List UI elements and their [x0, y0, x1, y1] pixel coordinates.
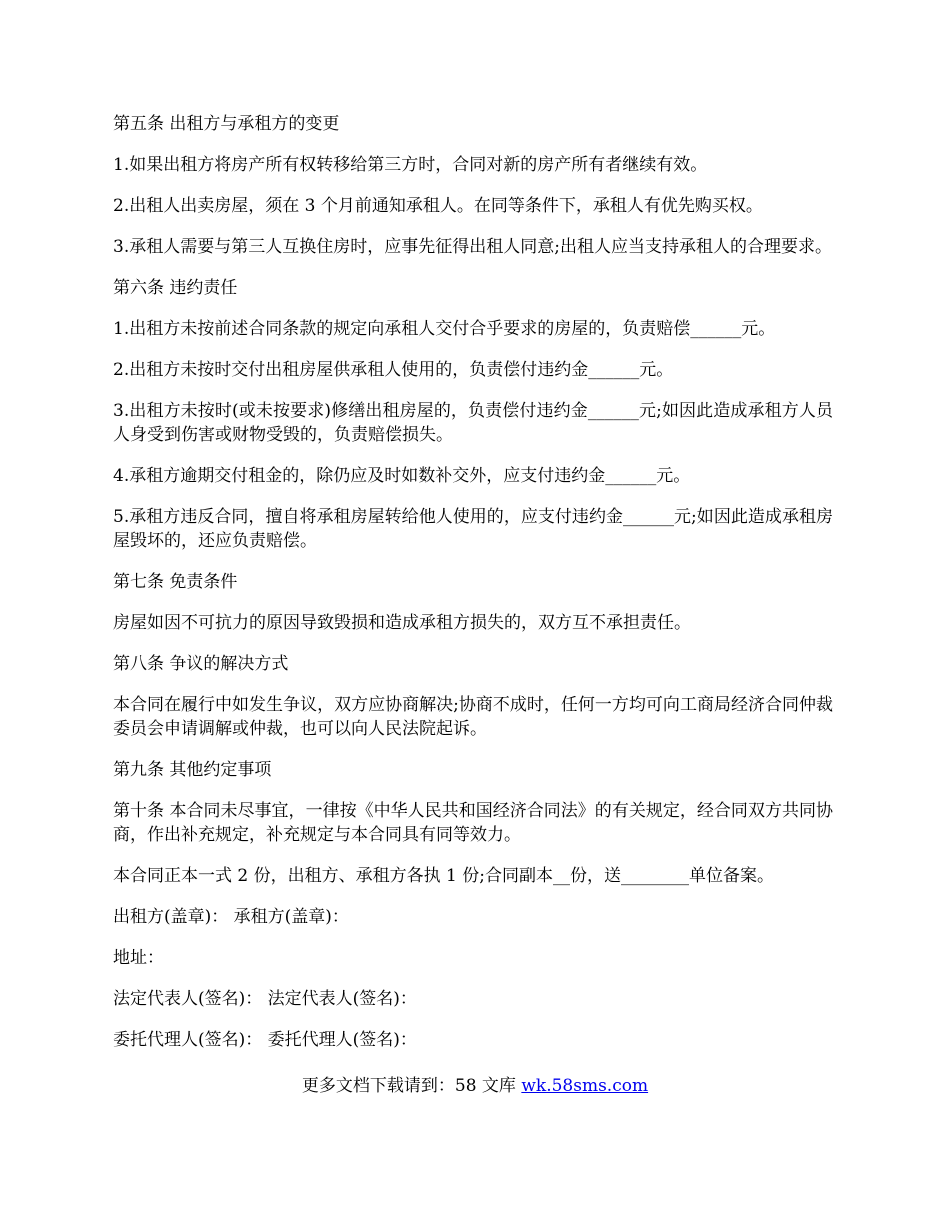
copies-clause: 本合同正本一式 2 份，出租方、承租方各执 1 份;合同副本__份，送________单位备案。: [113, 866, 774, 886]
footer-link[interactable]: wk.58sms.com: [521, 1076, 649, 1096]
section-heading-5: 第五条 出租方与承租方的变更: [113, 114, 340, 134]
clause-6-4: 4.承租方逾期交付租金的，除仍应及时如数补交外，应支付违约金______元。: [113, 466, 691, 486]
signature-seal-line: 出租方(盖章)： 承租方(盖章)：: [113, 907, 349, 927]
clause-5-2: 2.出租人出卖房屋，须在 3 个月前通知承租人。在同等条件下，承租人有优先购买权。: [113, 196, 763, 216]
section-heading-7: 第七条 免责条件: [113, 572, 238, 592]
section-heading-8: 第八条 争议的解决方式: [113, 654, 289, 674]
section-heading-9: 第九条 其他约定事项: [113, 760, 272, 780]
clause-6-1: 1.出租方未按前述合同条款的规定向承租人交付合乎要求的房屋的，负责赔偿______元。: [113, 319, 776, 339]
section-10-text: 第十条 本合同未尽事宜，一律按《中华人民共和国经济合同法》的有关规定，经合同双方共同协商，作出补充规定，补充规定与本合同具有同等效力。: [113, 801, 833, 845]
section-heading-6: 第六条 违约责任: [113, 278, 238, 298]
clause-8-text: 本合同在履行中如发生争议，双方应协商解决;协商不成时，任何一方均可向工商局经济合同仲裁委员会申请调解或仲裁，也可以向人民法院起诉。: [113, 695, 833, 739]
clause-5-1: 1.如果出租方将房产所有权转移给第三方时，合同对新的房产所有者继续有效。: [113, 155, 708, 175]
clause-5-3: 3.承租人需要与第三人互换住房时，应事先征得出租人同意;出租人应当支持承租人的合理要求。: [113, 237, 832, 257]
clause-6-5: 5.承租方违反合同，擅自将承租房屋转给他人使用的，应支付违约金______元;如因此造成承租房屋毁坏的，还应负责赔偿。: [113, 507, 833, 551]
document-body: [113, 112, 833, 1069]
clause-6-2: 2.出租方未按时交付出租房屋供承租人使用的，负责偿付违约金______元。: [113, 360, 674, 380]
authorized-agent-line: 委托代理人(签名)： 委托代理人(签名)：: [113, 1030, 417, 1050]
clause-7-text: 房屋如因不可抗力的原因导致毁损和造成承租方损失的，双方互不承担责任。: [113, 613, 691, 633]
footer: [0, 1074, 950, 1098]
address-line: 地址：: [113, 948, 164, 968]
clause-6-3: 3.出租方未按时(或未按要求)修缮出租房屋的，负责偿付违约金______元;如因此造成承租方人员人身受到伤害或财物受毁的，负责赔偿损失。: [113, 401, 833, 445]
footer-prefix: 更多文档下载请到：58 文库: [301, 1076, 522, 1096]
legal-representative-line: 法定代表人(签名)： 法定代表人(签名)：: [113, 989, 417, 1009]
